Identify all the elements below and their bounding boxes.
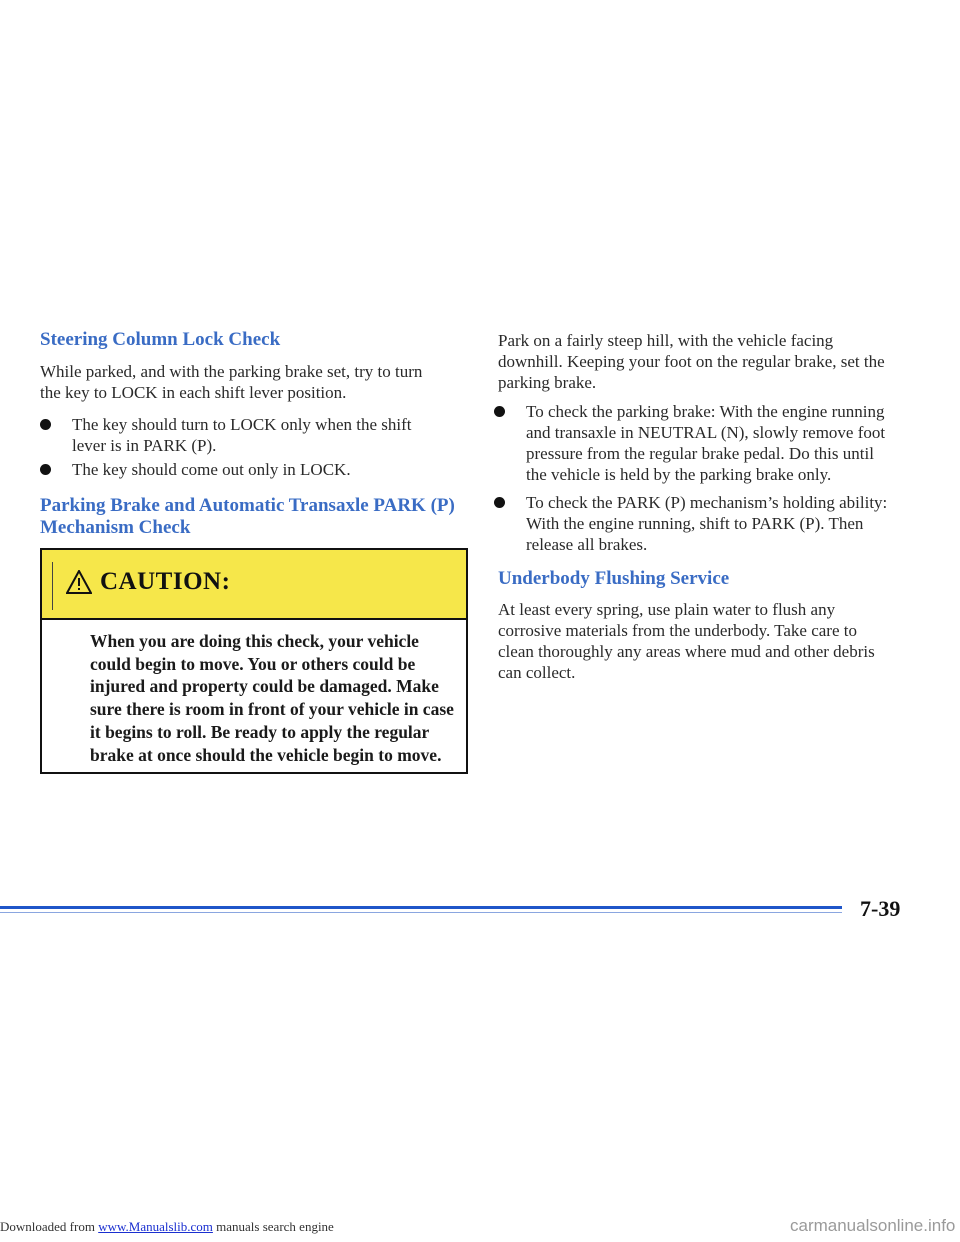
section-heading-underbody: Underbody Flushing Service <box>498 568 730 589</box>
caution-line: brake at once should the vehicle begin to move. <box>90 744 442 765</box>
bullet-dot-icon <box>494 406 505 417</box>
bullet-dot-icon <box>40 419 51 430</box>
paragraph-line: corrosive materials from the underbody. Take care to <box>498 621 857 640</box>
caution-box <box>40 548 468 774</box>
page-number: 7-39 <box>860 896 901 921</box>
download-footer <box>0 1219 334 1235</box>
paragraph-line: parking brake. <box>498 373 597 392</box>
bullet-continuation: pressure from the regular brake pedal. Do this until <box>526 444 874 463</box>
bullet-text: The key should come out only in LOCK. <box>72 460 351 479</box>
paragraph-line: Park on a fairly steep hill, with the vehicle facing <box>498 331 834 350</box>
caution-header <box>42 550 466 620</box>
watermark: carmanualsonline.info <box>790 1216 956 1235</box>
bullet-item <box>526 401 884 422</box>
paragraph-line: clean thoroughly any areas where mud and other debris <box>498 642 875 661</box>
section-heading-parking-brake-cont: Mechanism Check <box>40 517 191 538</box>
blank-top-area <box>0 0 960 296</box>
paragraph-line: downhill. Keeping your foot on the regular brake, set the <box>498 352 885 371</box>
caution-line: sure there is room in front of your vehicle in case <box>90 699 454 720</box>
caution-title <box>66 568 230 596</box>
section-heading-steering-lock: Steering Column Lock Check <box>40 329 281 350</box>
footer-rule <box>0 906 842 909</box>
paragraph-line: While parked, and with the parking brake set, try to turn <box>40 362 423 381</box>
caution-line: When you are doing this check, your vehicle <box>90 631 419 651</box>
paragraph-line: the key to LOCK in each shift lever position. <box>40 383 347 402</box>
bullet-text: To check the PARK (P) mechanism’s holding ability: <box>526 493 888 512</box>
caution-line: injured and property could be damaged. Make <box>90 676 439 697</box>
bullet-text: The key should turn to LOCK only when the shift <box>72 415 412 434</box>
paragraph-line: can collect. <box>498 663 576 682</box>
bullet-continuation: lever is in PARK (P). <box>72 436 217 455</box>
footer-prefix: Downloaded from <box>0 1219 99 1234</box>
caution-line: could begin to move. You or others could be <box>90 653 416 674</box>
section-heading-parking-brake: Parking Brake and Automatic Transaxle PARK (P) <box>40 495 455 516</box>
footer-rule-thin <box>0 912 842 913</box>
bullet-text: To check the parking brake: With the engine running <box>526 402 885 421</box>
bullet-item <box>526 492 887 513</box>
bullet-continuation: the vehicle is held by the parking brake only. <box>526 465 832 484</box>
bullet-continuation: release all brakes. <box>526 535 648 554</box>
bullet-dot-icon <box>494 497 505 508</box>
paragraph-line: At least every spring, use plain water to flush any <box>498 600 836 619</box>
bullet-dot-icon <box>40 464 51 475</box>
caution-line: it begins to roll. Be ready to apply the regular <box>90 721 430 742</box>
bullet-item <box>72 414 412 435</box>
bullet-continuation: With the engine running, shift to PARK (P). Then <box>526 514 864 533</box>
manualslib-link[interactable]: www.Manualslib.com <box>98 1219 213 1234</box>
caution-body <box>90 630 490 766</box>
footer-suffix: manuals search engine <box>212 1219 334 1234</box>
bullet-item <box>72 459 351 480</box>
caution-title-text: CAUTION: <box>100 568 231 595</box>
warning-triangle-icon <box>66 570 92 594</box>
bullet-continuation: and transaxle in NEUTRAL (N), slowly remove foot <box>526 423 886 442</box>
